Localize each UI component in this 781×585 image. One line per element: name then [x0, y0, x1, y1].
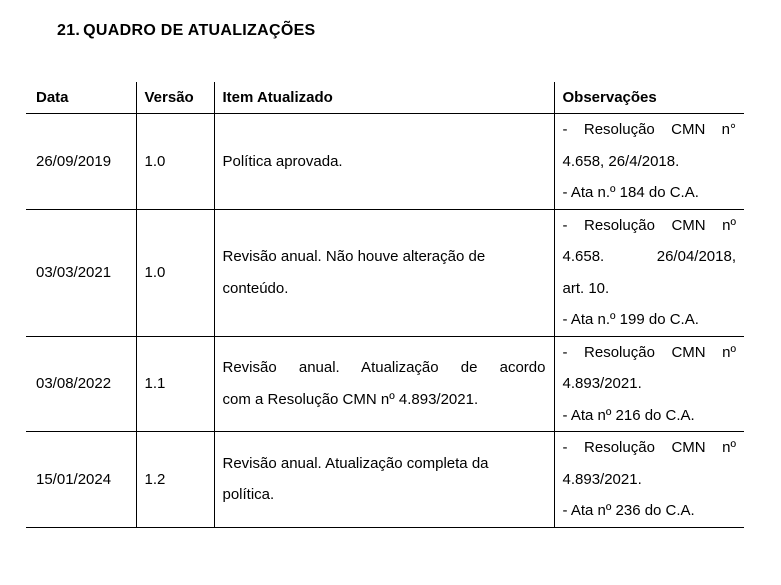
table-row — [26, 209, 744, 336]
cell-version: 1.2 — [136, 432, 214, 528]
notes-line: 4.893/2021. — [562, 470, 642, 488]
item-line: Revisão anual. Não houve alteração de — [222, 248, 486, 265]
cell-version: 1.0 — [136, 114, 214, 210]
header-notes: Observações — [554, 82, 744, 114]
header-date: Data — [26, 82, 136, 114]
section-heading — [57, 22, 316, 40]
table-row — [26, 432, 744, 528]
notes-line: art. 10. — [562, 279, 610, 297]
notes-line: 4.893/2021. — [562, 375, 642, 392]
cell-date: 03/08/2022 — [26, 336, 136, 432]
header-version: Versão — [136, 82, 214, 114]
section-title: QUADRO DE ATUALIZAÇÕES — [83, 22, 316, 39]
cell-date: 03/03/2021 — [26, 209, 136, 336]
notes-line: - Ata n.º 184 do C.A. — [562, 184, 699, 201]
item-line: política. — [222, 486, 275, 504]
cell-version: 1.1 — [136, 336, 214, 432]
notes-line: - Ata nº 216 do C.A. — [562, 406, 695, 424]
notes-line: - Resolução CMN nº — [562, 439, 736, 456]
notes-line: 4.658, 26/4/2018. — [562, 152, 680, 170]
notes-line: - Resolução CMN n° — [562, 121, 736, 138]
cell-item — [214, 209, 554, 336]
cell-date: 15/01/2024 — [26, 432, 136, 528]
table-header-row — [26, 82, 744, 114]
cell-item — [214, 336, 554, 432]
updates-table — [26, 82, 744, 528]
cell-date: 26/09/2019 — [26, 114, 136, 210]
notes-line: - Ata nº 236 do C.A. — [562, 502, 695, 519]
item-line: com a Resolução CMN nº 4.893/2021. — [222, 390, 479, 408]
table-row — [26, 336, 744, 432]
cell-notes — [554, 336, 744, 432]
cell-notes — [554, 209, 744, 336]
cell-notes — [554, 114, 744, 210]
section-number: 21. — [57, 22, 81, 39]
item-line: Revisão anual. Atualização de acordo — [222, 359, 546, 377]
notes-line: - Ata n.º 199 do C.A. — [562, 311, 699, 328]
notes-line: 4.658. 26/04/2018, — [562, 248, 736, 265]
notes-line: - Resolução CMN nº — [562, 343, 736, 361]
item-line: Revisão anual. Atualização completa da — [222, 454, 489, 472]
table-row — [26, 114, 744, 210]
header-item: Item Atualizado — [214, 82, 554, 114]
cell-version: 1.0 — [136, 209, 214, 336]
notes-line: - Resolução CMN nº — [562, 216, 736, 234]
item-line: Política aprovada. — [222, 152, 343, 170]
cell-item — [214, 432, 554, 528]
cell-item — [214, 114, 554, 210]
cell-notes — [554, 432, 744, 528]
item-line: conteúdo. — [222, 279, 289, 297]
